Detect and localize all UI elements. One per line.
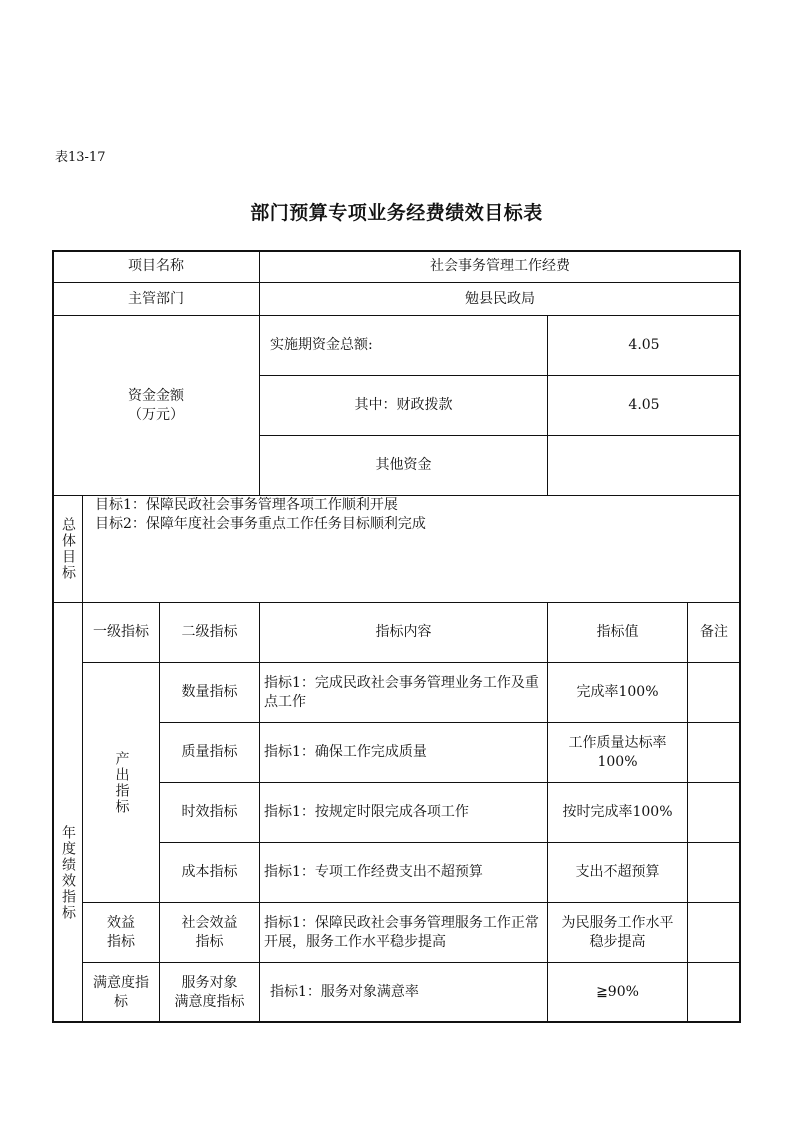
table-number: 表13-17 — [55, 150, 106, 165]
funds-label — [52, 315, 260, 496]
row-level2 — [159, 902, 260, 963]
project-name-label: 项目名称 — [52, 250, 260, 283]
group-satisfaction-line1: 满意度指 — [93, 974, 149, 991]
header-level2: 二级指标 — [159, 602, 260, 663]
row-note — [687, 782, 741, 843]
row-value-line1: 为民服务工作水平 — [561, 914, 674, 931]
funds-label-line1: 资金金额 — [128, 387, 184, 404]
row-note — [687, 722, 741, 783]
row-content: 指标1：确保工作完成质量 — [259, 722, 548, 783]
row-note — [687, 662, 741, 723]
header-level1: 一级指标 — [82, 602, 160, 663]
row-level2-line2: 指标 — [195, 933, 224, 950]
row-note — [687, 902, 741, 963]
goal-2: 目标2：保障年度社会事务重点工作任务目标顺利完成 — [95, 516, 426, 532]
row-note — [687, 842, 741, 903]
dept-label: 主管部门 — [52, 282, 260, 316]
group-output — [82, 662, 160, 903]
row-value-line2: 100% — [597, 753, 638, 770]
row-level2-line1: 服务对象 — [181, 974, 238, 991]
funds-total-value: 4.05 — [547, 315, 741, 376]
row-value — [547, 902, 688, 963]
row-value — [547, 722, 688, 783]
project-name-value: 社会事务管理工作经费 — [259, 250, 741, 283]
row-content: 指标1：服务对象满意率 — [259, 962, 548, 1023]
row-content: 指标1：专项工作经费支出不超预算 — [259, 842, 548, 903]
annual-indicator-label — [52, 602, 83, 1023]
page-title: 部门预算专项业务经费绩效目标表 — [250, 202, 543, 224]
row-level2: 成本指标 — [159, 842, 260, 903]
row-level2: 时效指标 — [159, 782, 260, 843]
row-level2: 数量指标 — [159, 662, 260, 723]
row-content: 指标1：完成民政社会事务管理业务工作及重点工作 — [259, 662, 548, 723]
group-satisfaction — [82, 962, 160, 1023]
row-value: 按时完成率100% — [547, 782, 688, 843]
group-output-label: 产出指标 — [113, 750, 130, 815]
row-note — [687, 962, 741, 1023]
row-value-line2: 稳步提高 — [589, 933, 646, 950]
row-level2-line2: 满意度指标 — [174, 993, 245, 1010]
row-level2-line1: 社会效益 — [181, 914, 238, 931]
funds-other-value — [547, 435, 741, 496]
row-value: ≧90% — [547, 962, 688, 1023]
header-note: 备注 — [687, 602, 741, 663]
group-benefit-line1: 效益 — [107, 914, 135, 931]
row-value: 完成率100% — [547, 662, 688, 723]
group-benefit-line2: 指标 — [107, 933, 135, 950]
funds-total-label: 实施期资金总额: — [259, 315, 548, 376]
row-content: 指标1：保障民政社会事务管理服务工作正常开展，服务工作水平稳步提高 — [259, 902, 548, 963]
row-value-line1: 工作质量达标率 — [568, 734, 667, 751]
header-value: 指标值 — [547, 602, 688, 663]
funds-label-line2: （万元） — [128, 406, 184, 423]
row-level2: 质量指标 — [159, 722, 260, 783]
funds-other-label: 其他资金 — [259, 435, 548, 496]
overall-goal-label-text: 总体目标 — [60, 517, 76, 581]
funds-fiscal-value: 4.05 — [547, 375, 741, 436]
row-content: 指标1：按规定时限完成各项工作 — [259, 782, 548, 843]
goal-1: 目标1：保障民政社会事务管理各项工作顺利开展 — [95, 497, 398, 513]
row-level2 — [159, 962, 260, 1023]
annual-indicator-label-text: 年度绩效指标 — [60, 824, 76, 921]
overall-goals — [82, 495, 741, 603]
row-value: 支出不超预算 — [547, 842, 688, 903]
dept-value: 勉县民政局 — [259, 282, 741, 316]
funds-fiscal-label: 其中：财政拨款 — [259, 375, 548, 436]
group-benefit — [82, 902, 160, 963]
group-satisfaction-line2: 标 — [114, 993, 128, 1010]
header-content: 指标内容 — [259, 602, 548, 663]
overall-goal-label — [52, 495, 83, 603]
